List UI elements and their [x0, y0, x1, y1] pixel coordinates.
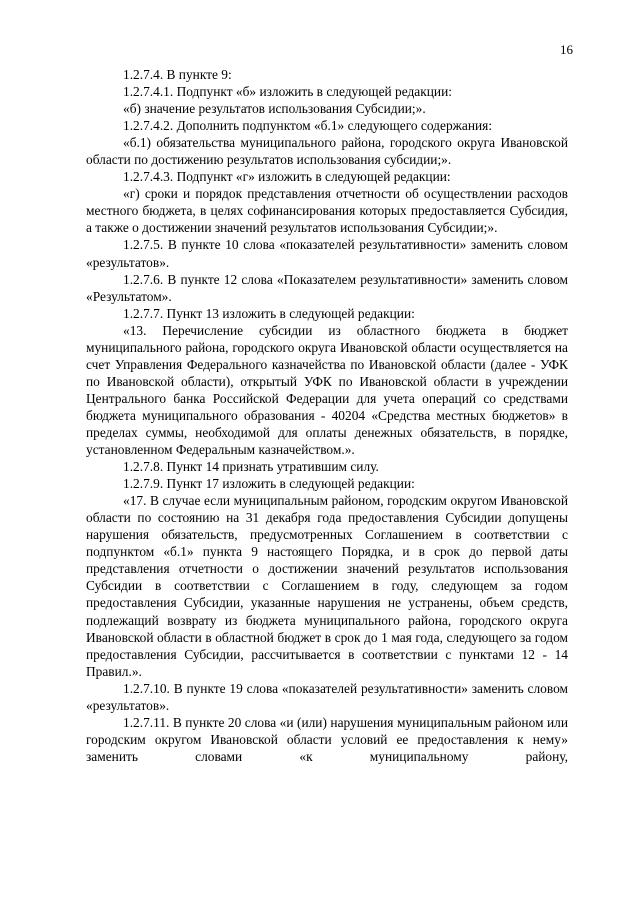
- paragraph-subitem-g: «г) сроки и порядок представления отчетности об осуществлении расходов местного бюджета, в целях софинансирования которых предоставляется Субсидия, а также о достижении значений результатов использования Субсидии;».: [86, 186, 568, 236]
- paragraph-1-2-7-5: 1.2.7.5. В пункте 10 слова «показателей результативности» заменить словом «результатов».: [86, 237, 568, 270]
- paragraph-1-2-7-6: 1.2.7.6. В пункте 12 слова «Показателем результативности» заменить словом «Результатом».: [86, 271, 568, 304]
- paragraph-1-2-7-10: 1.2.7.10. В пункте 19 слова «показателей результативности» заменить словом «результатов».: [86, 680, 568, 713]
- page-number: 16: [560, 42, 573, 57]
- document-body: [86, 66, 568, 765]
- paragraph-subitem-b: «б) значение результатов использования Субсидии;».: [123, 101, 426, 117]
- paragraph-1-2-7-4: 1.2.7.4. В пункте 9:: [123, 67, 232, 82]
- paragraph-1-2-7-4-3: 1.2.7.4.3. Подпункт «г» изложить в следующей редакции:: [123, 169, 451, 185]
- paragraph-1-2-7-11: 1.2.7.11. В пункте 20 слова «и (или) нарушения муниципальным районом или городским округом Ивановской области условий ее предоставления к нему» заменить словами «к муниципальному району,: [86, 714, 568, 764]
- paragraph-1-2-7-8: 1.2.7.8. Пункт 14 признать утратившим силу.: [123, 459, 379, 475]
- paragraph-point-17: «17. В случае если муниципальным районом, городским округом Ивановской области по состоянию на 31 декабря года предоставления Субсидии допущены нарушения обязательств, предусмотренных Соглашением в соответствии с подпунктом «б.1» пункта 9 настоящего Порядка, и в срок до первой даты представления отчетности о достижении значений результатов использования Субсидии в соответствии с Соглашением в году, следующем за годом предоставления Субсидии, указанные нарушения не устранены, объем средств, подлежащий возврату из бюджета муниципального района, городского округа Ивановской области в областной бюджет в срок до 1 мая года, следующего за годом предоставления Субсидии, рассчитывается в соответствии с пунктами 12 - 14 Правил.».: [86, 493, 568, 679]
- paragraph-1-2-7-4-2: 1.2.7.4.2. Дополнить подпунктом «б.1» следующего содержания:: [123, 118, 493, 134]
- paragraph-1-2-7-7: 1.2.7.7. Пункт 13 изложить в следующей редакции:: [123, 305, 415, 321]
- paragraph-point-13: «13. Перечисление субсидии из областного бюджета в бюджет муниципального района, городского округа Ивановской области осуществляется на счет Управления Федерального казначейства по Ивановской области (далее - УФК по Ивановской области), открытый УФК по Ивановской области в учреждении Центрального банка Российской Федерации для учета операций со средствами бюджета муниципального образования - 40204 «Средства местных бюджетов» в пределах суммы, необходимой для оплаты денежных обязательств, в порядке, установленном Федеральным казначейством.».: [86, 322, 568, 458]
- paragraph-1-2-7-4-1: 1.2.7.4.1. Подпункт «б» изложить в следующей редакции:: [123, 84, 452, 100]
- paragraph-subitem-b1: «б.1) обязательства муниципального района, городского округа Ивановской области по достижению результатов использования субсидии;».: [86, 135, 568, 168]
- paragraph-1-2-7-9: 1.2.7.9. Пункт 17 изложить в следующей редакции:: [123, 476, 415, 492]
